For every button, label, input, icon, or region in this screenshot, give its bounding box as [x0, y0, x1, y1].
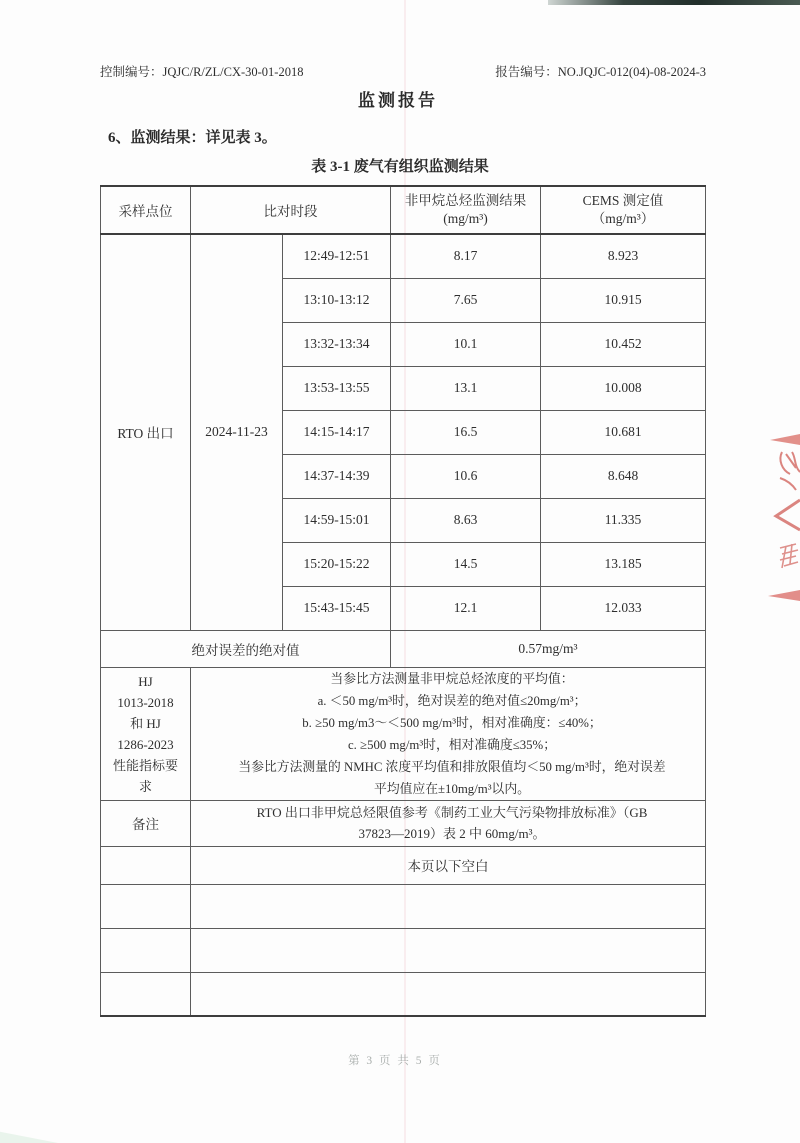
absolute-error-row	[101, 630, 706, 667]
remark-row	[101, 800, 706, 846]
nmhc-cell: 7.65	[391, 278, 541, 322]
table-title: 表 3-1 废气有组织监测结果	[311, 159, 489, 175]
table-row	[101, 234, 706, 278]
header-period: 比对时段	[191, 186, 391, 234]
remark-content: RTO 出口非甲烷总烃限值参考《制药工业大气污染物排放标准》（GB 37823—2019）表 2 中 60mg/m³。	[191, 800, 706, 846]
nmhc-cell: 16.5	[391, 410, 541, 454]
time-cell: 15:43-15:45	[283, 586, 391, 630]
report-number: 报告编号：NO.JQJC-012(04)-08-2024-3	[495, 65, 706, 79]
time-cell: 14:15-14:17	[283, 410, 391, 454]
nmhc-cell: 8.17	[391, 234, 541, 278]
absolute-error-label: 绝对误差的绝对值	[101, 630, 391, 667]
performance-label: HJ 1013-2018 和 HJ 1286-2023 性能指标要 求	[101, 667, 191, 800]
cems-cell: 13.185	[541, 542, 706, 586]
cems-cell: 12.033	[541, 586, 706, 630]
time-cell: 13:32-13:34	[283, 322, 391, 366]
blank-note-row	[101, 846, 706, 884]
document-header	[100, 62, 706, 80]
header-sampling-point: 采样点位	[101, 186, 191, 234]
performance-content: 当参比方法测量非甲烷总烃浓度的平均值： a. ＜50 mg/m³时，绝对误差的绝对值≤20mg/m³； b. ≥50 mg/m3～＜500 mg/m³时，相对准确度：≤40%； c. ≥500 mg/m³时，相对准确度≤35%； 当参比方法测量的 NMHC 浓度平均值和排放限值均＜50 mg/m³时，绝对误差 平均值应在±10mg/m³以内。	[191, 667, 706, 800]
cems-cell: 8.923	[541, 234, 706, 278]
cems-cell: 10.681	[541, 410, 706, 454]
header-cems: CEMS 测定值 （mg/m³）	[541, 186, 706, 234]
cems-cell: 8.648	[541, 454, 706, 498]
page-number: 第 3 页 共 5 页	[348, 1055, 442, 1067]
cems-cell: 10.452	[541, 322, 706, 366]
empty-row	[101, 884, 706, 928]
nmhc-cell: 10.6	[391, 454, 541, 498]
scan-edge-band	[548, 0, 800, 5]
performance-requirement-row	[101, 667, 706, 800]
control-number: 控制编号：JQJC/R/ZL/CX-30-01-2018	[100, 65, 304, 79]
header-nmhc: 非甲烷总烃监测结果 (mg/m³)	[391, 186, 541, 234]
section-heading: 6、监测结果：详见表 3。	[108, 130, 277, 146]
blank-note: 本页以下空白	[191, 846, 706, 884]
blank-left-cell	[101, 846, 191, 884]
time-cell: 13:10-13:12	[283, 278, 391, 322]
time-cell: 14:37-14:39	[283, 454, 391, 498]
nmhc-cell: 13.1	[391, 366, 541, 410]
time-cell: 15:20-15:22	[283, 542, 391, 586]
empty-row	[101, 972, 706, 1016]
nmhc-cell: 10.1	[391, 322, 541, 366]
cems-cell: 10.915	[541, 278, 706, 322]
empty-row	[101, 928, 706, 972]
sampling-point-cell: RTO 出口	[101, 234, 191, 630]
nmhc-cell: 14.5	[391, 542, 541, 586]
document-title: 监测报告	[358, 91, 438, 110]
table-header-row	[101, 186, 706, 234]
time-cell: 13:53-13:55	[283, 366, 391, 410]
red-seal-fragment-icon	[752, 428, 800, 613]
date-cell: 2024-11-23	[191, 234, 283, 630]
nmhc-cell: 8.63	[391, 498, 541, 542]
monitoring-results-table	[100, 185, 706, 1017]
absolute-error-value: 0.57mg/m³	[391, 630, 706, 667]
remark-label: 备注	[101, 800, 191, 846]
cems-cell: 10.008	[541, 366, 706, 410]
time-cell: 12:49-12:51	[283, 234, 391, 278]
scan-corner-mark	[0, 1128, 58, 1143]
time-cell: 14:59-15:01	[283, 498, 391, 542]
cems-cell: 11.335	[541, 498, 706, 542]
nmhc-cell: 12.1	[391, 586, 541, 630]
